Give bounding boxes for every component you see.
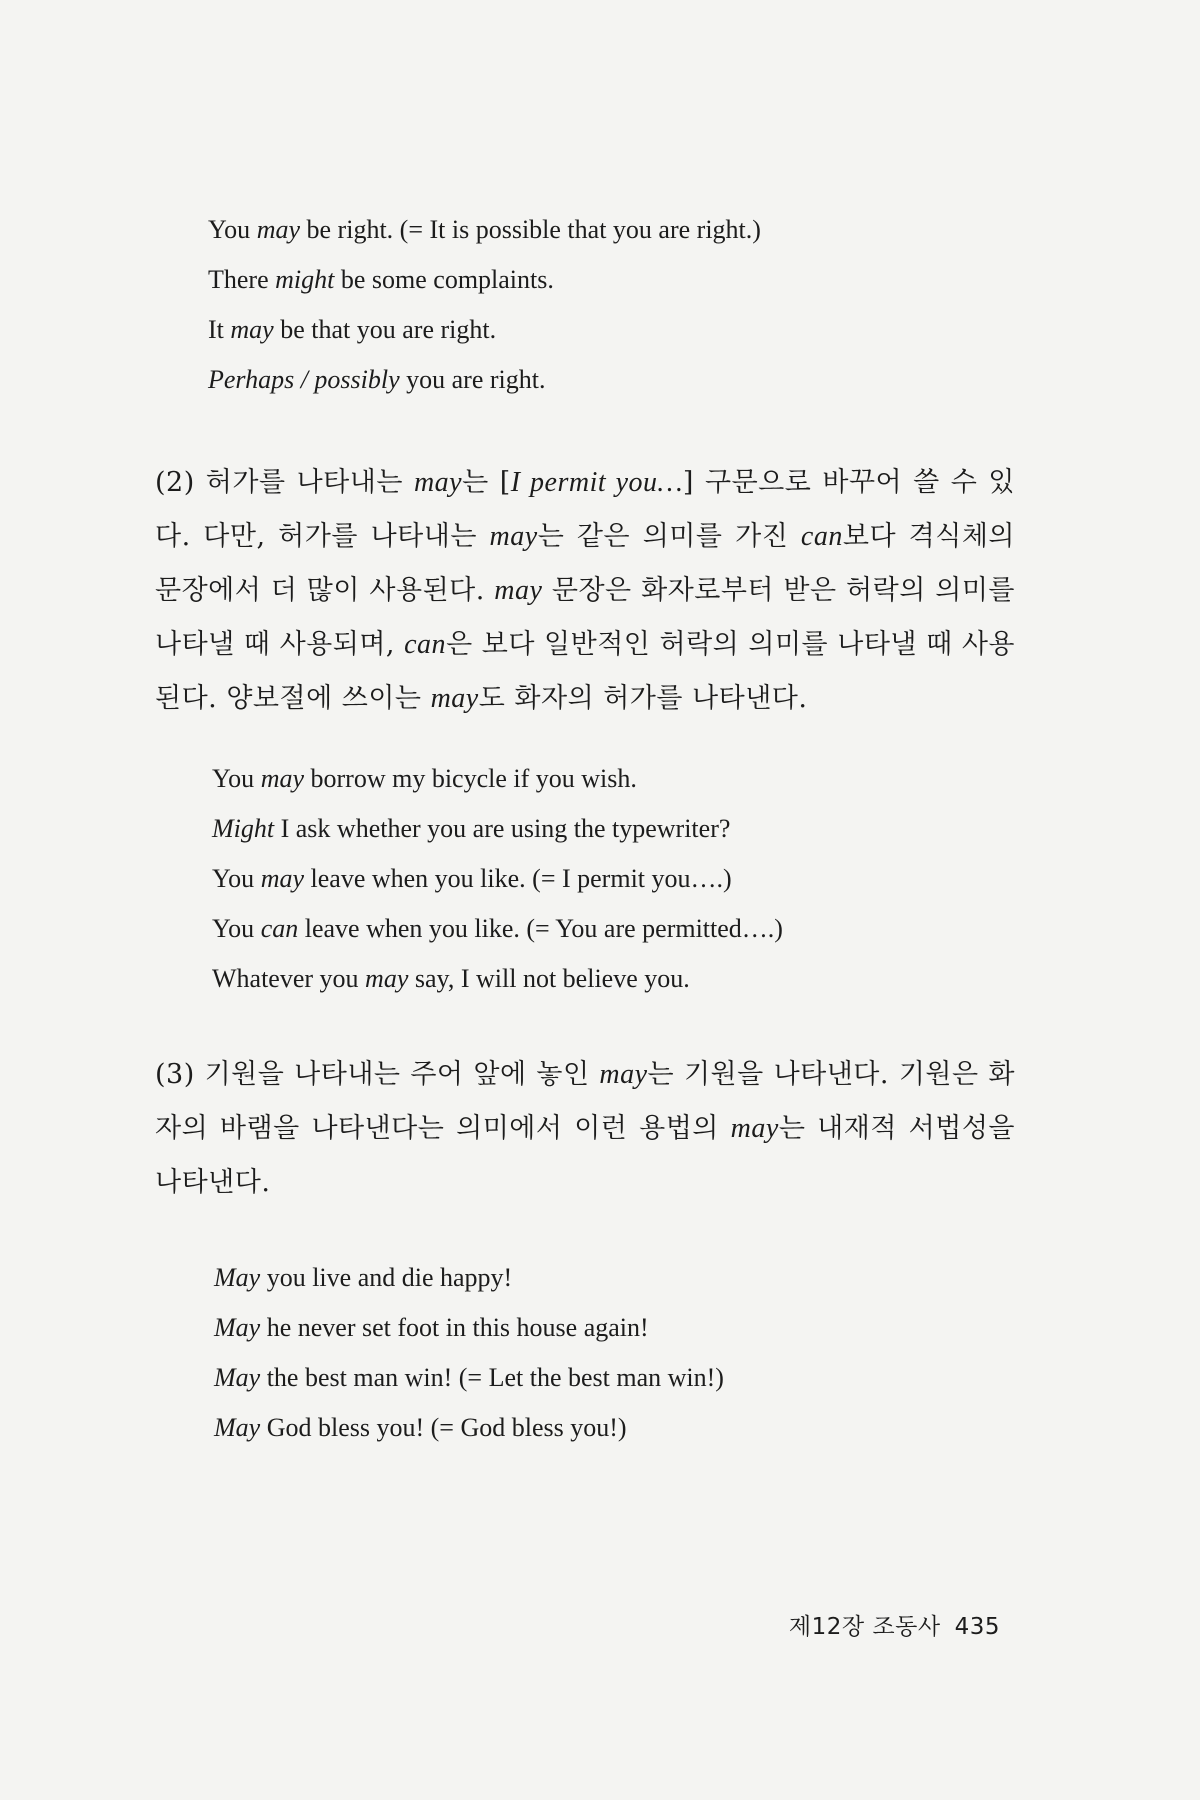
example-sentence — [208, 255, 761, 305]
text-run: be that you are right. — [273, 315, 497, 344]
example-sentence — [214, 1303, 724, 1353]
text-run: You — [208, 215, 257, 244]
italic-term: may — [260, 764, 305, 793]
text-run: leave when you like. (= I permit you….) — [304, 864, 732, 893]
example-sentence — [208, 205, 761, 255]
example-sentence — [208, 305, 761, 355]
text-run: 보다 격식체의 문장에서 더 많이 사용된다. — [155, 521, 1015, 606]
italic-term: may — [494, 575, 543, 606]
text-run: You — [212, 864, 261, 893]
italic-term: can — [800, 521, 843, 552]
example-sentence — [212, 904, 783, 954]
italic-term: May — [214, 1363, 261, 1392]
example-sentence — [212, 954, 783, 1004]
example-sentences-wish — [214, 1253, 724, 1453]
page-footer — [760, 1608, 1000, 1641]
text-run: borrow my bicycle if you wish. — [304, 764, 637, 793]
italic-term: may — [365, 964, 409, 993]
italic-term: can — [404, 629, 447, 660]
example-sentence — [214, 1353, 724, 1403]
paragraph-permission — [155, 456, 1015, 726]
text-run: ] 구문으로 바꾸어 쓸 수 있다. 다만, 허가를 나타내는 — [155, 467, 1015, 552]
text-run: 는 같은 의미를 가진 — [537, 521, 801, 552]
example-sentence — [212, 854, 783, 904]
italic-term: May — [214, 1313, 261, 1342]
text-run: It — [208, 315, 231, 344]
page-number: 435 — [954, 1614, 1000, 1640]
text-run: you are right. — [399, 365, 546, 394]
paragraph-wish — [155, 1048, 1015, 1210]
italic-term: may — [489, 521, 538, 552]
text-run: 문장은 화자로부터 받은 허락의 의미를 나타낼 때 사용되며, — [155, 575, 1015, 660]
text-run: You — [212, 914, 261, 943]
text-run: I ask whether you are using the typewriter? — [274, 814, 731, 843]
example-sentence — [214, 1403, 724, 1453]
example-sentence — [212, 804, 783, 854]
example-sentences-permission — [212, 754, 783, 1004]
example-sentence — [212, 754, 783, 804]
text-run: 는 내재적 서법성을 나타낸다. — [155, 1113, 1015, 1198]
italic-term: may — [260, 864, 305, 893]
chapter-title: 제12장 조동사 — [788, 1614, 941, 1640]
text-run: 는 [ — [462, 467, 511, 498]
text-run: say, I will not believe you. — [408, 964, 690, 993]
italic-term: May — [214, 1263, 261, 1292]
text-run: the best man win! (= Let the best man win!) — [260, 1363, 724, 1392]
italic-term: Perhaps / possibly — [208, 365, 400, 394]
example-sentences-possibility — [208, 205, 761, 405]
italic-term: may — [430, 683, 479, 714]
italic-term: may — [230, 315, 274, 344]
text-run: Whatever you — [212, 964, 366, 993]
text-run: be right. (= It is possible that you are right.) — [300, 215, 761, 244]
italic-term: May — [214, 1413, 261, 1442]
text-run: you live and die happy! — [260, 1263, 513, 1292]
text-run: You — [212, 764, 261, 793]
text-run: 은 보다 일반적인 허락의 의미를 나타낼 때 사용된다. 양보절에 쓰이는 — [155, 629, 1015, 714]
text-run: 는 기원을 나타낸다. 기원은 화자의 바램을 나타낸다는 의미에서 이런 용법의 — [155, 1059, 1015, 1144]
text-run: God bless you! (= God bless you!) — [260, 1413, 627, 1442]
italic-term: Might — [212, 814, 275, 843]
text-run: he never set foot in this house again! — [260, 1313, 649, 1342]
example-sentence — [214, 1253, 724, 1303]
italic-term: may — [413, 467, 463, 498]
italic-term: may — [730, 1113, 779, 1144]
italic-term: I permit you… — [510, 467, 683, 498]
text-run: There — [208, 265, 276, 294]
text-run: (2) 허가를 나타내는 — [155, 467, 414, 498]
text-run: leave when you like. (= You are permitted….) — [298, 914, 783, 943]
text-run: (3) 기원을 나타내는 주어 앞에 놓인 — [155, 1059, 600, 1090]
italic-term: can — [260, 914, 299, 943]
italic-term: may — [256, 215, 301, 244]
text-run: be some complaints. — [334, 265, 554, 294]
text-run: 도 화자의 허가를 나타낸다. — [478, 683, 808, 714]
example-sentence — [208, 355, 761, 405]
italic-term: might — [275, 265, 335, 294]
italic-term: may — [599, 1059, 648, 1090]
